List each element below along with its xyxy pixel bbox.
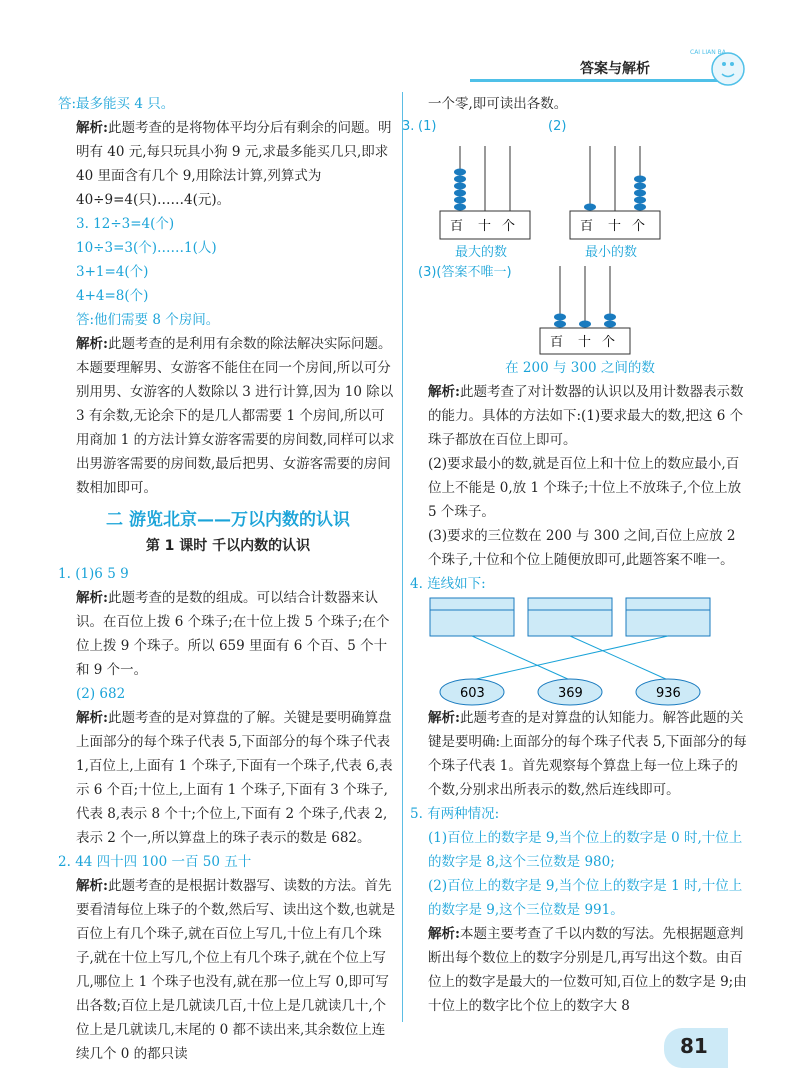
bead	[554, 321, 566, 328]
part-label: (1)	[418, 119, 437, 134]
caption: 最大的数	[455, 245, 508, 260]
brand-logo	[688, 44, 748, 94]
abacus-label: 个	[602, 335, 616, 350]
header-title: 答案与解析	[580, 61, 650, 77]
bead	[634, 190, 646, 197]
suanpan	[430, 598, 514, 636]
bead	[454, 169, 466, 176]
abacus-matching-figure	[410, 596, 750, 706]
answer-line: 有两种情况:	[427, 806, 500, 822]
bead	[454, 176, 466, 183]
analysis-text: (3)要求的三位数在 200 与 300 之间,百位上应放 2 个珠子,十位和个位上随便放即可,此题答案不唯一。	[428, 528, 736, 568]
analysis-text: 此题考查的是对算盘的认知能力。解答此题的关键是要明确:上面部分的每个珠子代表 5,下面部分的每个珠子代表 1。首先观察每个算盘上每一位上珠子的个数,分别求出所表示的数,然后连线即可。	[428, 710, 747, 798]
logo-text: CAI LIAN BA	[690, 49, 726, 56]
caption: 在 200 与 300 之间的数	[505, 360, 655, 376]
answer-line: (2)百位上的数字是 9,当个位上的数字是 1 时,十位上的数字是 9,这个三位数是 991。	[428, 878, 743, 918]
analysis-label: 解析:	[76, 710, 108, 726]
part-label: (3)(答案不唯一)	[418, 265, 512, 280]
analysis-text: (2)要求最小的数,就是百位上和十位上的数应最小,百位上不能是 0,放 1 个珠子;十位上不放珠子,个位上放 5 个珠子。	[428, 456, 742, 520]
analysis-text: 此题考查的是数的组成。可以结合计数器来认识。在百位上拨 6 个珠子;在十位上拨 5 个珠子;在个位上拨 9 个珠子。所以 659 里面有 6 个百、5 个十和 9 个一。	[76, 590, 390, 678]
bead	[634, 176, 646, 183]
left-column	[58, 92, 398, 1066]
abacus-figure	[402, 116, 750, 356]
answer-line: 4+4=8(个)	[76, 288, 149, 304]
bead	[454, 183, 466, 190]
answer-line: 3. 12÷3=4(个)	[76, 216, 175, 232]
answer-line: (2) 682	[76, 686, 126, 702]
match-line	[472, 636, 668, 680]
answer-line: 3+1=4(个)	[76, 264, 149, 280]
analysis-label: 解析:	[76, 120, 108, 136]
question-number: 4.	[410, 576, 423, 592]
oval-label: 603	[460, 686, 485, 701]
bead	[604, 321, 616, 328]
question-number: 3.	[402, 119, 415, 134]
column-divider	[402, 92, 403, 1022]
analysis-text: 此题考查的是对算盘的了解。关键是要明确算盘上面部分的每个珠子代表 5,下面部分的每个珠子代表 1,百位上,上面有 1 个珠子,下面有一个珠子,代表 6,表示 6 个百;十位上,上面有 1 个珠子,下面有 3 个珠子,代表 8,表示 8 个十;个位上,下面有 2 个珠子,代表 2,表示 2 个一,所以算盘上的珠子表示的数是 682。	[76, 710, 393, 846]
answer-line: 答:他们需要 8 个房间。	[76, 312, 220, 328]
abacus-max	[440, 146, 530, 260]
analysis-text: 此题考查的是利用有余数的除法解决实际问题。本题要理解男、女游客不能住在同一个房间,所以可分别用男、女游客的人数除以 3 进行计算,因为 10 除以 3 有余数,无论余下的是几人都需要 1 个房间,所以可用商加 1 的方法计算女游客需要的房间数,同样可以求出男游客需要的房间数,最后把男、女游客需要的房间数相加即可。	[76, 336, 395, 496]
lesson-title: 第 1 课时 千以内数的认识	[145, 538, 311, 554]
analysis-text: 此题考查了对计数器的认识以及用计数器表示数的能力。具体的方法如下:(1)要求最大的数,把这 6 个珠子都放在百位上即可。	[428, 384, 744, 448]
abacus-label: 十	[478, 219, 492, 234]
oval-label: 936	[656, 686, 681, 701]
bead	[579, 321, 591, 328]
abacus-label: 个	[632, 219, 646, 234]
bead	[634, 183, 646, 190]
abacus-label: 个	[502, 219, 516, 234]
bead	[554, 314, 566, 321]
analysis-label: 解析:	[76, 336, 108, 352]
bead	[634, 204, 646, 211]
question-number: 5.	[410, 806, 423, 822]
answer-line: 连线如下:	[427, 576, 486, 592]
match-line	[472, 636, 570, 680]
question-number: 2.	[58, 854, 71, 870]
analysis-text: 本题主要考查了千以内数的写法。先根据题意判断出每个数位上的数字分别是几,再写出这个数。由百位上的数字是最大的一位数可知,百位上的数字是 9;由十位上的数字比个位上的数字大 8	[428, 926, 747, 1014]
page-number: 81	[680, 1034, 708, 1058]
bead	[584, 204, 596, 211]
abacus-label: 十	[608, 219, 622, 234]
caption: 最小的数	[585, 245, 638, 260]
answer-line: 44 四十四 100 一百 50 五十	[75, 854, 252, 870]
analysis-text: 此题考查的是根据计数器写、读数的方法。首先要看清每位上珠子的个数,然后写、读出这个数,也就是百位上有几个珠子,就在百位上写几,十位上有几个珠子,就在十位上写几,个位上有几个珠子,就在个位上写几,哪位上 1 个珠子也没有,就在那一位上写 0,即可写出各数;百位上是几就读几百,十位上是几就读几十,个位上是几就读几,末尾的 0 都不读出来,其余数位上连续几个 0 的都只读	[76, 878, 396, 1062]
answer-line: 答:最多能买 4 只。	[58, 96, 175, 112]
match-line	[570, 636, 668, 680]
section-title: 二 游览北京——万以内数的认识	[106, 510, 350, 530]
answer-line: (1)6 5 9	[75, 566, 129, 582]
suanpan	[626, 598, 710, 636]
bead	[604, 314, 616, 321]
answer-line: (1)百位上的数字是 9,当个位上的数字是 0 时,十位上的数字是 8,这个三位数是 980;	[428, 830, 743, 870]
oval-label: 369	[558, 686, 583, 701]
abacus-label: 百	[450, 219, 464, 234]
question-number: 1.	[58, 566, 71, 582]
abacus-label: 十	[578, 335, 592, 350]
analysis-label: 解析:	[76, 590, 108, 606]
bead	[634, 197, 646, 204]
abacus-between	[540, 266, 630, 354]
part-label: (2)	[548, 119, 567, 134]
right-column	[402, 92, 750, 1018]
text-line: 一个零,即可读出各数。	[428, 96, 568, 112]
analysis-text: 此题考查的是将物体平均分后有剩余的问题。明明有 40 元,每只玩具小狗 9 元,求最多能买几只,即求 40 里面含有几个 9,用除法计算,列算式为 40÷9=4(只)……4(元)。	[76, 120, 392, 208]
bead	[454, 197, 466, 204]
answer-line: 10÷3=3(个)……1(人)	[76, 240, 217, 256]
analysis-label: 解析:	[428, 384, 460, 400]
abacus-label: 百	[550, 335, 564, 350]
analysis-label: 解析:	[76, 878, 108, 894]
abacus-min	[570, 146, 660, 260]
abacus-label: 百	[580, 219, 594, 234]
analysis-label: 解析:	[428, 710, 460, 726]
bead	[454, 204, 466, 211]
bead	[454, 190, 466, 197]
abacus-diagrams	[402, 116, 750, 356]
analysis-label: 解析:	[428, 926, 460, 942]
suanpan	[528, 598, 612, 636]
